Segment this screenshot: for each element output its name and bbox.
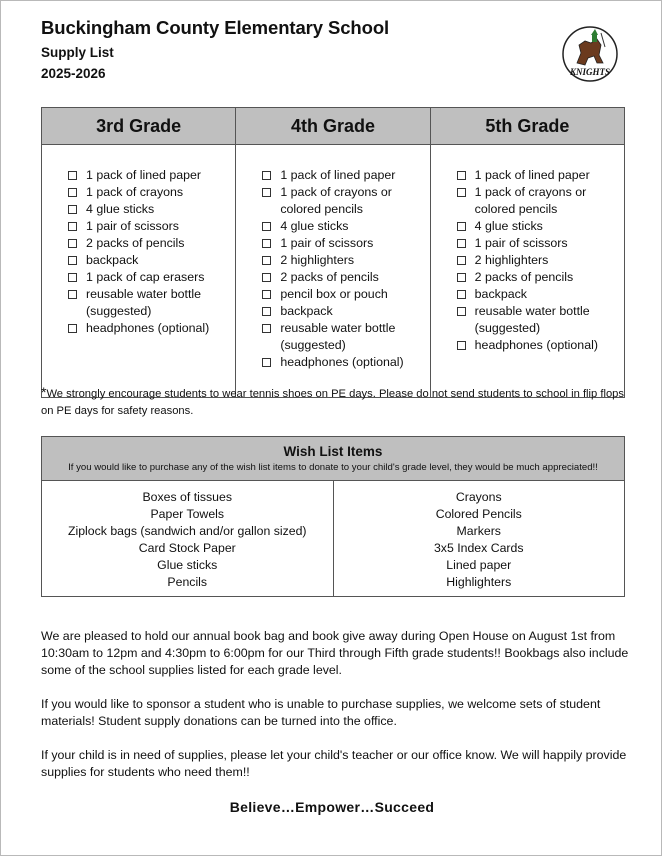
checkbox-icon	[262, 307, 271, 316]
wish-list-item: Glue sticks	[157, 558, 218, 572]
wish-list-title: Wish List Items	[283, 444, 383, 459]
supply-item	[457, 184, 624, 218]
wish-list-item: Pencils	[167, 575, 208, 589]
supply-item-label: reusable water bottle (suggested)	[474, 304, 590, 335]
note-asterisk: *	[41, 384, 47, 400]
supply-item	[262, 252, 429, 269]
wish-list-left-column	[42, 481, 333, 596]
supply-item	[457, 286, 624, 303]
svg-text:KNIGHTS: KNIGHTS	[569, 67, 611, 77]
checkbox-icon	[262, 239, 271, 248]
supply-item-label: 1 pack of crayons or colored pencils	[474, 185, 587, 216]
supply-item-label: 1 pack of crayons or colored pencils	[280, 185, 392, 216]
checkbox-icon	[262, 188, 271, 197]
supply-item	[262, 269, 429, 286]
supply-item-label: headphones (optional)	[474, 338, 598, 352]
checkbox-icon	[68, 324, 77, 333]
supply-item	[68, 201, 235, 218]
wish-list-item: Card Stock Paper	[138, 541, 236, 555]
supply-item-label: 2 highlighters	[280, 253, 355, 267]
supply-item	[262, 235, 429, 252]
supply-item-label: backpack	[86, 253, 139, 267]
knight-horse-icon	[561, 25, 619, 83]
knights-logo	[561, 25, 619, 83]
supply-item-label: 2 packs of pencils	[474, 270, 574, 284]
supply-item-label: 1 pack of lined paper	[86, 168, 202, 182]
supply-item-label: headphones (optional)	[280, 355, 404, 369]
checkbox-icon	[68, 256, 77, 265]
wish-list-item: Markers	[456, 524, 501, 538]
grade-5-list-cell	[430, 145, 624, 398]
supply-item	[457, 218, 624, 235]
checkbox-icon	[68, 273, 77, 282]
grade-3-list-cell	[42, 145, 236, 398]
supply-item	[262, 303, 429, 320]
supply-item-label: 1 pair of scissors	[474, 236, 568, 250]
supply-item	[262, 286, 429, 303]
grade-supply-table	[41, 107, 625, 398]
supply-item-label: 1 pair of scissors	[280, 236, 374, 250]
checkbox-icon	[262, 324, 271, 333]
supply-item-label: 1 pack of cap erasers	[86, 270, 205, 284]
supply-item	[68, 320, 235, 337]
wish-list-item: 3x5 Index Cards	[433, 541, 524, 555]
supply-item	[68, 184, 235, 201]
wish-list-item: Boxes of tissues	[142, 490, 233, 504]
supply-item	[457, 337, 624, 354]
supply-item	[68, 269, 235, 286]
wish-list-description: If you would like to purchase any of the wish list items to donate to your child's grade level, they would be much appreciated!!	[68, 462, 598, 473]
checkbox-icon	[262, 222, 271, 231]
note-text: We strongly encourage students to wear tennis shoes on PE days. Please do not send students to school in flip flops on PE days for safety reasons.	[41, 388, 624, 417]
checkbox-icon	[68, 222, 77, 231]
wish-list-item: Paper Towels	[150, 507, 225, 521]
wish-list-item: Crayons	[455, 490, 502, 504]
school-year: 2025-2026	[41, 66, 106, 81]
checkbox-icon	[68, 205, 77, 214]
supply-item-label: reusable water bottle (suggested)	[280, 321, 396, 352]
supply-item-label: 1 pair of scissors	[86, 219, 179, 233]
supply-item-label: headphones (optional)	[86, 321, 210, 335]
wish-list-item: Colored Pencils	[435, 507, 522, 521]
supply-item	[457, 235, 624, 252]
book-bag-giveaway-paragraph: We are pleased to hold our annual book bag and book give away during Open House on August 1st from 10:30am to 12pm and 4:30pm to 6:00pm for our Third through Fifth grade students!! Bookbags also include some of the school supplies listed for each grade level.	[41, 629, 629, 678]
supply-item-label: 1 pack of lined paper	[474, 168, 590, 182]
supply-item	[262, 184, 429, 218]
checkbox-icon	[457, 239, 466, 248]
supply-item	[68, 235, 235, 252]
supply-item	[262, 218, 429, 235]
sponsor-paragraph: If you would like to sponsor a student who is unable to purchase supplies, we welcome sets of student materials! Student supply donations can be turned into the office.	[41, 697, 601, 729]
supply-item-label: 4 glue sticks	[86, 202, 155, 216]
wish-list-right-column	[333, 481, 625, 596]
checkbox-icon	[68, 188, 77, 197]
school-name: Buckingham County Elementary School	[41, 17, 390, 38]
school-motto: Believe…Empower…Succeed	[229, 799, 435, 815]
checkbox-icon	[262, 358, 271, 367]
checkbox-icon	[262, 256, 271, 265]
supply-item-label: 4 glue sticks	[474, 219, 543, 233]
checkbox-icon	[457, 188, 466, 197]
supply-item-label: backpack	[280, 304, 333, 318]
supply-item	[457, 252, 624, 269]
supply-item-label: reusable water bottle (suggested)	[86, 287, 202, 318]
checkbox-icon	[457, 307, 466, 316]
checkbox-icon	[457, 341, 466, 350]
supply-item	[457, 303, 624, 337]
supply-item-label: backpack	[474, 287, 528, 301]
checkbox-icon	[68, 239, 77, 248]
supply-item	[68, 167, 235, 184]
checkbox-icon	[457, 273, 466, 282]
supply-item-label: 2 packs of pencils	[86, 236, 185, 250]
checkbox-icon	[457, 290, 466, 299]
checkbox-icon	[262, 290, 271, 299]
grade-5-list	[431, 167, 624, 354]
grade-4-list-cell	[236, 145, 430, 398]
grade-3-header: 3rd Grade	[42, 108, 236, 145]
wish-list-item: Lined paper	[446, 558, 512, 572]
checkbox-icon	[262, 171, 271, 180]
checkbox-icon	[262, 273, 271, 282]
supply-item	[68, 218, 235, 235]
supply-item-label: 2 highlighters	[474, 253, 549, 267]
supply-item	[262, 167, 429, 184]
supply-item	[457, 167, 624, 184]
supply-item	[68, 286, 235, 320]
checkbox-icon	[457, 222, 466, 231]
pe-shoes-note	[41, 384, 631, 420]
document-subtitle: Supply List	[41, 45, 114, 60]
grade-3-list	[42, 167, 235, 337]
grade-4-header: 4th Grade	[236, 108, 430, 145]
grade-4-list	[236, 167, 429, 371]
supply-item	[68, 252, 235, 269]
supply-item-label: 1 pack of crayons	[86, 185, 184, 199]
supply-item-label: 1 pack of lined paper	[280, 168, 396, 182]
need-supplies-paragraph: If your child is in need of supplies, please let your child's teacher or our office know. We will happily provide supplies for students who need them!!	[41, 748, 627, 780]
supply-item-label: 2 packs of pencils	[280, 270, 379, 284]
wish-list-box	[41, 436, 625, 597]
supply-item	[262, 354, 429, 371]
supply-item	[457, 269, 624, 286]
wish-list-item: Ziplock bags (sandwich and/or gallon sized)	[67, 524, 307, 538]
checkbox-icon	[457, 171, 466, 180]
wish-list-header	[42, 437, 624, 481]
supply-item	[262, 320, 429, 354]
supply-item-label: 4 glue sticks	[280, 219, 349, 233]
wish-list-item: Highlighters	[446, 575, 512, 589]
supply-item-label: pencil box or pouch	[280, 287, 388, 301]
grade-5-header: 5th Grade	[430, 108, 624, 145]
checkbox-icon	[68, 290, 77, 299]
checkbox-icon	[457, 256, 466, 265]
checkbox-icon	[68, 171, 77, 180]
